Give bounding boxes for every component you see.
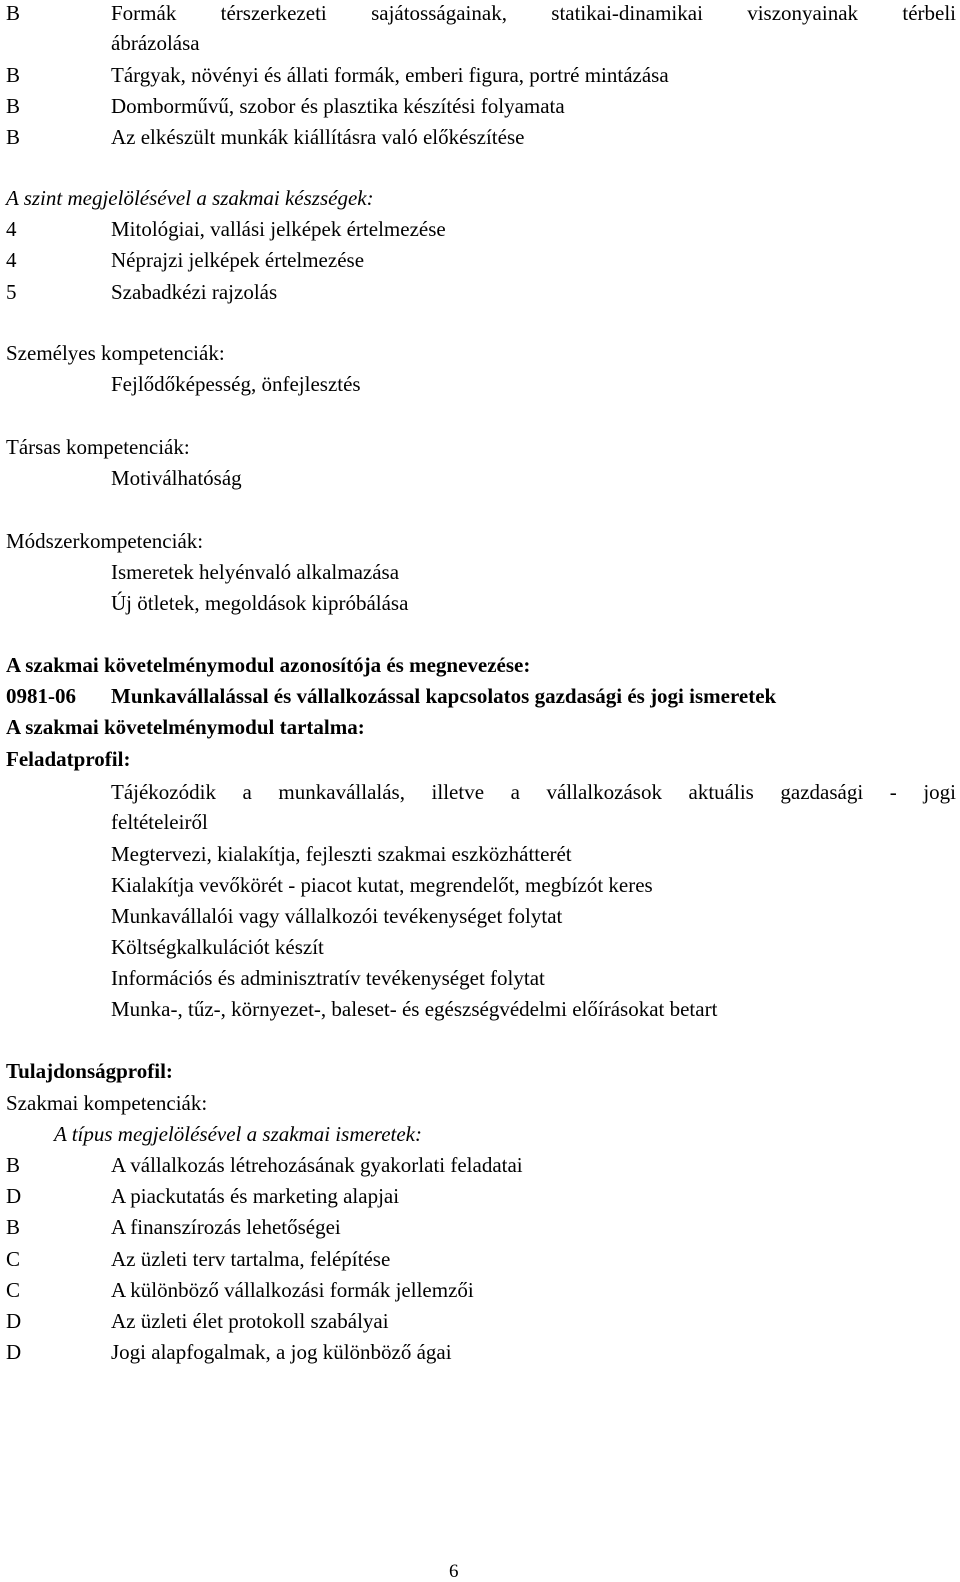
skill-text: Néprajzi jelképek értelmezése <box>111 248 365 272</box>
competency-text: Tárgyak, növényi és állati formák, emberi figura, portré mintázása <box>111 63 669 87</box>
skill-text: Szabadkézi rajzolás <box>111 280 278 304</box>
module-content-heading: A szakmai követelménymodul tartalma: <box>6 715 365 739</box>
type-heading: A típus megjelölésével a szakmai ismeretek: <box>54 1122 422 1146</box>
type-code: B <box>6 1215 21 1239</box>
type-code: D <box>6 1309 22 1333</box>
task-item: Kialakítja vevőkörét - piacot kutat, megrendelőt, megbízót keres <box>111 873 653 897</box>
knowledge-text: A különböző vállalkozási formák jellemzői <box>111 1278 474 1302</box>
task-item-cont: feltételeiről <box>111 810 208 834</box>
task-item: Megtervezi, kialakítja, fejleszti szakmai eszközhátterét <box>111 842 572 866</box>
knowledge-text: Az üzleti terv tartalma, felépítése <box>111 1247 391 1271</box>
competency-text: Az elkészült munkák kiállításra való előkészítése <box>111 125 525 149</box>
knowledge-text: Az üzleti élet protokoll szabályai <box>111 1309 389 1333</box>
method-item: Új ötletek, megoldások kipróbálása <box>111 591 409 615</box>
type-code: D <box>6 1340 22 1364</box>
competency-text: Formák térszerkezeti sajátosságainak, statikai-dinamikai viszonyainak térbeli <box>111 1 956 25</box>
method-heading: Módszerkompetenciák: <box>6 529 204 553</box>
knowledge-text: A piackutatás és marketing alapjai <box>111 1184 400 1208</box>
competency-text: Domborművű, szobor és plasztika készítési folyamata <box>111 94 565 118</box>
type-code: B <box>6 125 21 149</box>
task-item: Munka-, tűz-, környezet-, baleset- és egészségvédelmi előírásokat betart <box>111 997 718 1021</box>
personal-heading: Személyes kompetenciák: <box>6 341 225 365</box>
personal-item: Fejlődőképesség, önfejlesztés <box>111 372 361 396</box>
competency-text-cont: ábrázolása <box>111 31 200 55</box>
type-code: C <box>6 1247 21 1271</box>
type-code: B <box>6 94 21 118</box>
professional-competencies-heading: Szakmai kompetenciák: <box>6 1091 208 1115</box>
task-item: Információs és adminisztratív tevékenységet folytat <box>111 966 545 990</box>
type-code: C <box>6 1278 21 1302</box>
module-code: 0981-06 <box>6 684 76 708</box>
knowledge-text: A vállalkozás létrehozásának gyakorlati feladatai <box>111 1153 523 1177</box>
level-code: 4 <box>6 217 17 241</box>
skills-heading: A szint megjelölésével a szakmai készségek: <box>6 186 374 210</box>
social-item: Motiválhatóság <box>111 466 242 490</box>
module-id-heading: A szakmai követelménymodul azonosítója és megnevezése: <box>6 653 531 677</box>
module-name: Munkavállalással és vállalkozással kapcsolatos gazdasági és jogi ismeretek <box>111 684 777 708</box>
knowledge-text: Jogi alapfogalmak, a jog különböző ágai <box>111 1340 452 1364</box>
knowledge-text: A finanszírozás lehetőségei <box>111 1215 341 1239</box>
method-item: Ismeretek helyénvaló alkalmazása <box>111 560 400 584</box>
social-heading: Társas kompetenciák: <box>6 435 190 459</box>
level-code: 4 <box>6 248 17 272</box>
task-item: Tájékozódik a munkavállalás, illetve a vállalkozások aktuális gazdasági - jogi <box>111 780 956 804</box>
skill-text: Mitológiai, vallási jelképek értelmezése <box>111 217 446 241</box>
type-code: D <box>6 1184 22 1208</box>
property-profile-heading: Tulajdonságprofil: <box>6 1059 173 1083</box>
type-code: B <box>6 1 21 25</box>
task-item: Költségkalkulációt készít <box>111 935 324 959</box>
level-code: 5 <box>6 280 17 304</box>
task-profile-heading: Feladatprofil: <box>6 747 131 771</box>
page-number: 6 <box>449 1561 459 1582</box>
type-code: B <box>6 1153 21 1177</box>
type-code: B <box>6 63 21 87</box>
task-item: Munkavállalói vagy vállalkozói tevékenységet folytat <box>111 904 563 928</box>
